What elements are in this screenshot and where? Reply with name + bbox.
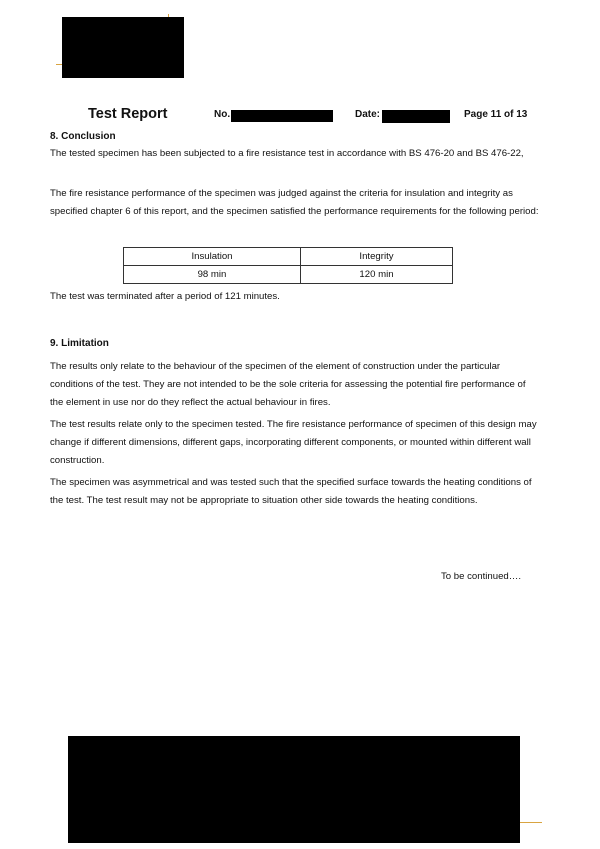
logo-redaction — [62, 17, 184, 78]
footer-accent-line — [520, 822, 542, 823]
performance-table — [123, 247, 453, 284]
table-header-cell: Insulation — [124, 248, 301, 266]
report-date-redaction — [382, 110, 450, 123]
limitation-paragraph: The results only relate to the behaviour of the specimen of the element of construction under the particular conditions of the test. They are not intended to be the sole criteria for assessing the potential fire performance of the element in use nor do they reflect the actual behaviour in fires. — [50, 361, 526, 408]
conclusion-paragraph: The tested specimen has been subjected to a fire resistance test in accordance with BS 476-20 and BS 476-22, — [50, 148, 524, 159]
continued-note: To be continued…. — [441, 571, 522, 582]
conclusion-paragraph: The test was terminated after a period of 121 minutes. — [50, 291, 280, 302]
page-number: Page 11 of 13 — [464, 109, 528, 120]
report-date-label: Date: — [355, 109, 381, 120]
footer-redaction — [68, 736, 520, 843]
limitation-heading: 9. Limitation — [50, 338, 109, 349]
report-title: Test Report — [88, 106, 168, 122]
conclusion-heading: 8. Conclusion — [50, 131, 116, 142]
table-cell: 98 min — [124, 266, 301, 284]
table-header-row — [124, 248, 453, 266]
conclusion-paragraph: The fire resistance performance of the specimen was judged against the criteria for insulation and integrity as specified chapter 6 of this report, and the specimen satisfied the performance requirements for the following period: — [50, 188, 539, 217]
limitation-paragraph: The test results relate only to the specimen tested. The fire resistance performance of specimen of this design may change if different dimensions, different gaps, incorporating different components, or mounted within different wall construction. — [50, 419, 537, 466]
table-row — [124, 266, 453, 284]
report-number-label: No. — [214, 109, 231, 120]
report-number-redaction — [231, 110, 333, 122]
table-header-cell: Integrity — [301, 248, 453, 266]
limitation-paragraph: The specimen was asymmetrical and was tested such that the specified surface towards the heating conditions of the test. The test result may not be appropriate to situation other side towards the heating conditions. — [50, 477, 532, 506]
table-cell: 120 min — [301, 266, 453, 284]
